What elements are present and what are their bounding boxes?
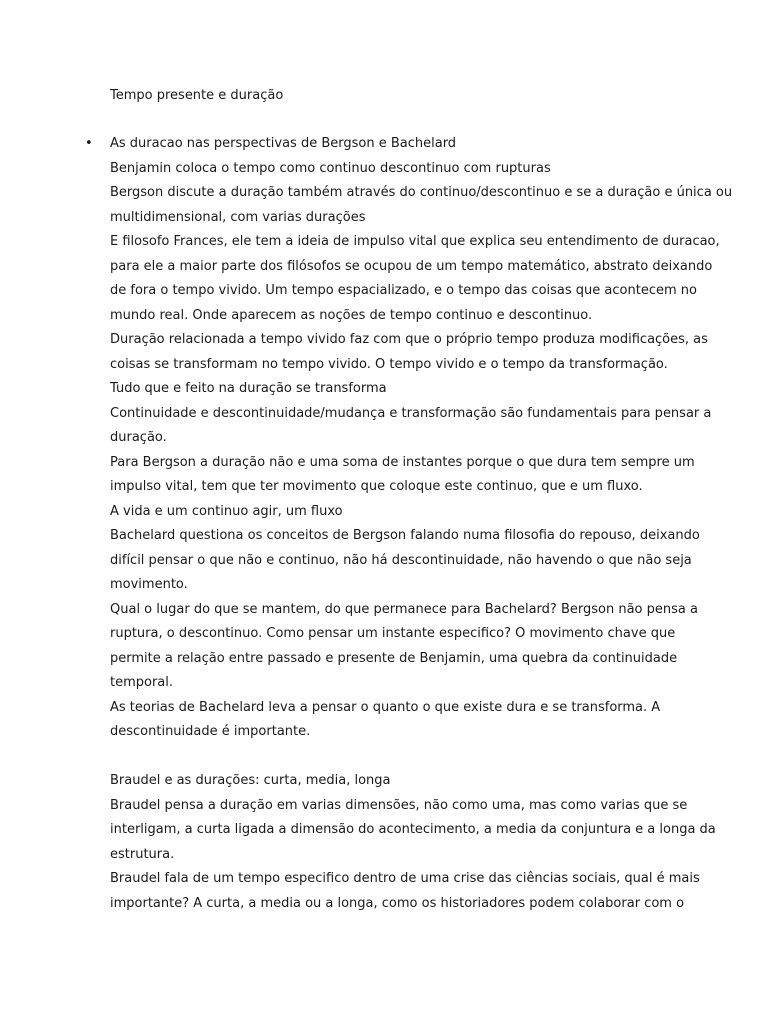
text-line: impulso vital, tem que ter movimento que coloque este continuo, que e um fluxo. [110, 479, 643, 494]
text-line: multidimensional, com varias durações [110, 209, 366, 225]
text-line: para ele a maior parte dos filósofos se ocupou de um tempo matemático, abstrato deixando [110, 258, 713, 274]
text-line: A vida e um continuo agir, um fluxo [110, 503, 343, 519]
text-line: ruptura, o descontinuo. Como pensar um instante especifico? O movimento chave que [110, 626, 676, 641]
text-line: Qual o lugar do que se mantem, do que permanece para Bachelard? Bergson não pensa a [110, 601, 698, 617]
text-line: Continuidade e descontinuidade/mudança e transformação são fundamentais para pensar a [110, 405, 712, 421]
text-line: Braudel fala de um tempo especifico dentro de uma crise das ciências sociais, qual é mais [110, 871, 700, 886]
text-line: descontinuidade é importante. [110, 724, 311, 739]
text-line: coisas se transformam no tempo vivido. O tempo vivido e o tempo da transformação. [110, 356, 668, 372]
text-line: Benjamin coloca o tempo como continuo descontinuo com rupturas [110, 160, 551, 176]
bullet-marker: • [85, 136, 93, 151]
text-line: mundo real. Onde aparecem as noções de tempo continuo e descontinuo. [110, 307, 593, 323]
text-line: As teorias de Bachelard leva a pensar o quanto o que existe dura e se transforma. A [110, 699, 661, 715]
text-line: Braudel pensa a duração em varias dimensões, não como uma, mas como varias que se [110, 797, 688, 813]
text-line: importante? A curta, a media ou a longa, como os historiadores podem colaborar com o [110, 895, 685, 911]
text-line: Para Bergson a duração não e uma soma de instantes porque o que dura tem sempre um [110, 454, 695, 470]
text-line: movimento. [110, 577, 188, 592]
document-title: Tempo presente e duração [110, 88, 284, 103]
text-line: interligam, a curta ligada a dimensão do acontecimento, a media da conjuntura e a longa da [110, 822, 716, 837]
text-line: Bachelard questiona os conceitos de Bergson falando numa filosofia do repouso, deixando [110, 528, 700, 543]
text-line: duração. [110, 430, 167, 445]
text-line: temporal. [110, 675, 174, 690]
text-line: de fora o tempo vivido. Um tempo espacializado, e o tempo das coisas que acontecem no [110, 283, 697, 298]
text-line: permite a relação entre passado e presente de Benjamin, uma quebra da continuidade [110, 650, 678, 666]
text-line: Bergson discute a duração também através do continuo/descontinuo e se a duração e única ou [110, 185, 733, 200]
text-line: difícil pensar o que não e continuo, não há descontinuidade, não havendo o que não seja [110, 552, 692, 568]
text-line: estrutura. [110, 846, 175, 862]
text-line: Duração relacionada a tempo vivido faz com que o próprio tempo produza modificações, as [110, 332, 708, 347]
paragraph-gap [110, 745, 657, 770]
text-line: E filosofo Frances, ele tem a ideia de impulso vital que explica seu entendimento de duracao, [110, 234, 720, 249]
document-body [110, 132, 733, 916]
section-heading: Braudel e as durações: curta, media, longa [110, 773, 391, 788]
text-line: Tudo que e feito na duração se transforma [110, 381, 387, 396]
text-line: As duracao nas perspectivas de Bergson e Bachelard [110, 136, 457, 151]
